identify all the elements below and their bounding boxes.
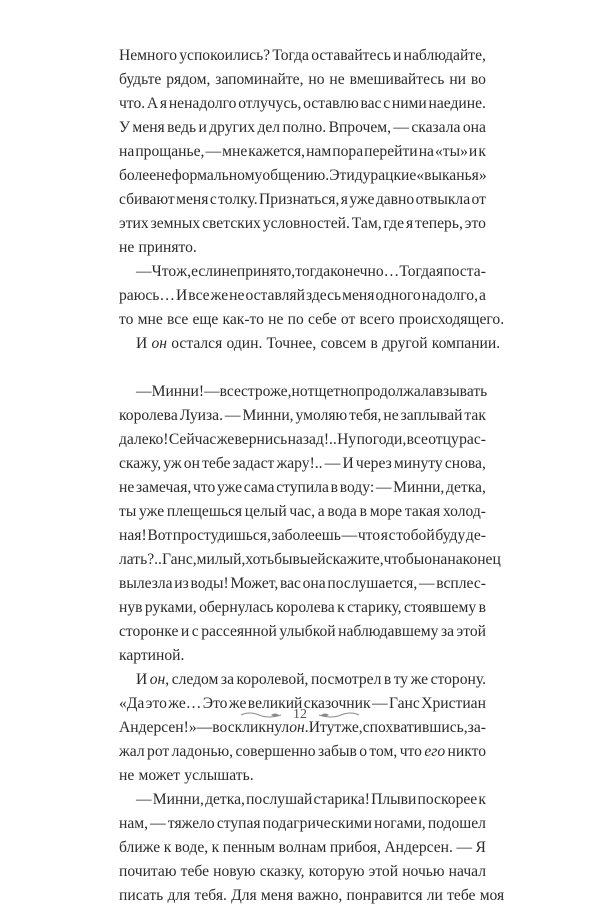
text-line: вылезла из воды! Может, вас она послушается, — всплес- (119, 575, 486, 592)
body-text (119, 44, 505, 908)
text-line: — Минни! — все строже, но тщетно продолжала взывать (136, 383, 488, 400)
text-line: не может услышать. (119, 767, 254, 784)
text-line: почитаю тебе новую сказку, которую этой ночью начал (119, 863, 486, 880)
text-line: более неформальному общению. Эти дурацкие «выканья» (119, 167, 487, 184)
text-line: Андерсен!» — воскликнул он. И тут же, спохватившись, за- (119, 719, 486, 736)
text-line: «Да это же… Это же великий сказочник — Ганс Христиан (119, 695, 486, 712)
text-line: не принято. (119, 239, 197, 256)
text-line: скажу, уж он тебе задаст жару!.. — И через минуту снова, (119, 455, 486, 472)
text-line: — Что ж, если не принято, тогда конечно… Тогда я поста- (136, 263, 486, 280)
left-ornament-icon (239, 710, 283, 720)
text-line: этих земных светских условностей. Там, где я теперь, это (119, 215, 486, 232)
text-line: сбивают меня с толку. Признаться, я уже давно отвыкла от (119, 191, 486, 208)
text-line: то мне все еще как-то не по себе от всего происходящего. (119, 311, 505, 328)
text-line: ная! Вот простудишься, заболеешь — что я с тобой буду де- (119, 527, 486, 544)
text-line: И он остался один. Точнее, совсем в другой компании. (136, 335, 501, 352)
text-line: нув руками, обернулась королева к старику, стоявшему в (119, 599, 486, 616)
text-line: не замечая, что уже сама ступила в воду: — Минни, детка, (119, 479, 486, 496)
text-line: жал рот ладонью, совершенно забыв о том, что его никто (119, 743, 486, 760)
text-line: на прощанье, — мне кажется, нам пора перейти на «ты» и к (119, 143, 486, 160)
text-line: будьте рядом, запоминайте, но не вмешивайтесь ни во (119, 71, 486, 88)
text-line: писать для тебя. Для меня важно, понравится ли тебе моя (119, 887, 505, 904)
text-line: ближе к воде, к пенным волнам прибоя, Андерсен. — Я (119, 839, 486, 856)
page-footer (0, 703, 600, 727)
text-line: раюсь… И все же не оставляй здесь меня одного надолго, а (119, 287, 486, 304)
text-line: И он, следом за королевой, посмотрел в ту же сторону. (136, 671, 486, 688)
text-line: что. А я ненадолго отлучусь, оставлю вас с ними наедине. (119, 95, 486, 112)
text-line: ты уже плещешься целый час, а вода в море такая холод- (119, 503, 486, 520)
text-line: лать?.. Ганс, милый, хоть бы вы ей скажите, чтобы она наконец (119, 551, 501, 568)
text-line: — Минни, детка, послушай старика! Плыви поскорее к (136, 791, 486, 808)
text-line: нам, — тяжело ступая подагрическими ногами, подошел (119, 815, 486, 832)
text-line: У меня ведь и других дел полно. Впрочем, — сказала она (119, 119, 486, 136)
text-line: Немного успокоились? Тогда оставайтесь и наблюдайте, (119, 47, 486, 64)
text-line: сторонке и с рассеянной улыбкой наблюдавшему за этой (119, 623, 486, 640)
right-ornament-icon (317, 710, 361, 720)
text-line: картиной. (119, 647, 185, 664)
text-line: королева Луиза. — Минни, умоляю тебя, не заплывай так (119, 407, 486, 424)
page-number: 12 (293, 707, 307, 722)
text-line: далеко! Сейчас же вернись назад!.. Ну погоди, все отцу рас- (119, 431, 486, 448)
